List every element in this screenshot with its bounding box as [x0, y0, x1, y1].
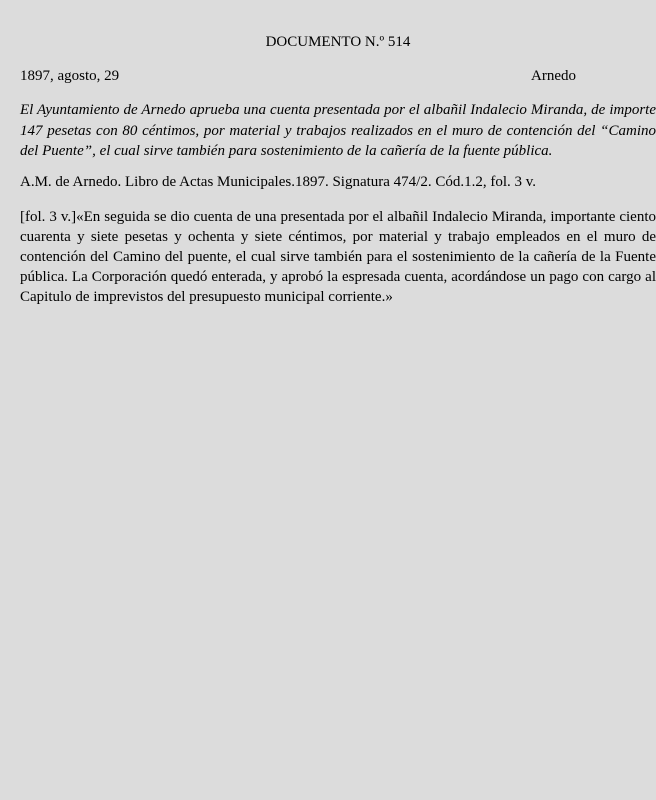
document-body: [fol. 3 v.]«En seguida se dio cuenta de una presentada por el albañil Indalecio Miranda, importante ciento cuarenta y siete pesetas y ochenta y siete céntimos, por material y trabajo empleados en el muro de contención del Camino del puente, el cual sirve también para el sostenimiento de la cañería de la Fuente pública. La Corporación quedó enterada, y aprobó la espresada cuenta, acordándose un pago con cargo al Capitulo de imprevistos del presupuesto municipal corriente.» — [20, 209, 656, 305]
document-date: 1897, agosto, 29 — [20, 68, 120, 84]
document-source: A.M. de Arnedo. Libro de Actas Municipales.1897. Signatura 474/2. Cód.1.2, fol. 3 v. — [20, 174, 537, 190]
document-title: DOCUMENTO N.º 514 — [265, 34, 411, 50]
document-place: Arnedo — [531, 68, 576, 84]
document-summary: El Ayuntamiento de Arnedo aprueba una cuenta presentada por el albañil Indalecio Miranda, de importe 147 pesetas con 80 céntimos, por material y trabajos realizados en el muro de contención del “Camino del Puente”, el cual sirve también para sostenimiento de la cañería de la fuente pública. — [20, 102, 656, 159]
